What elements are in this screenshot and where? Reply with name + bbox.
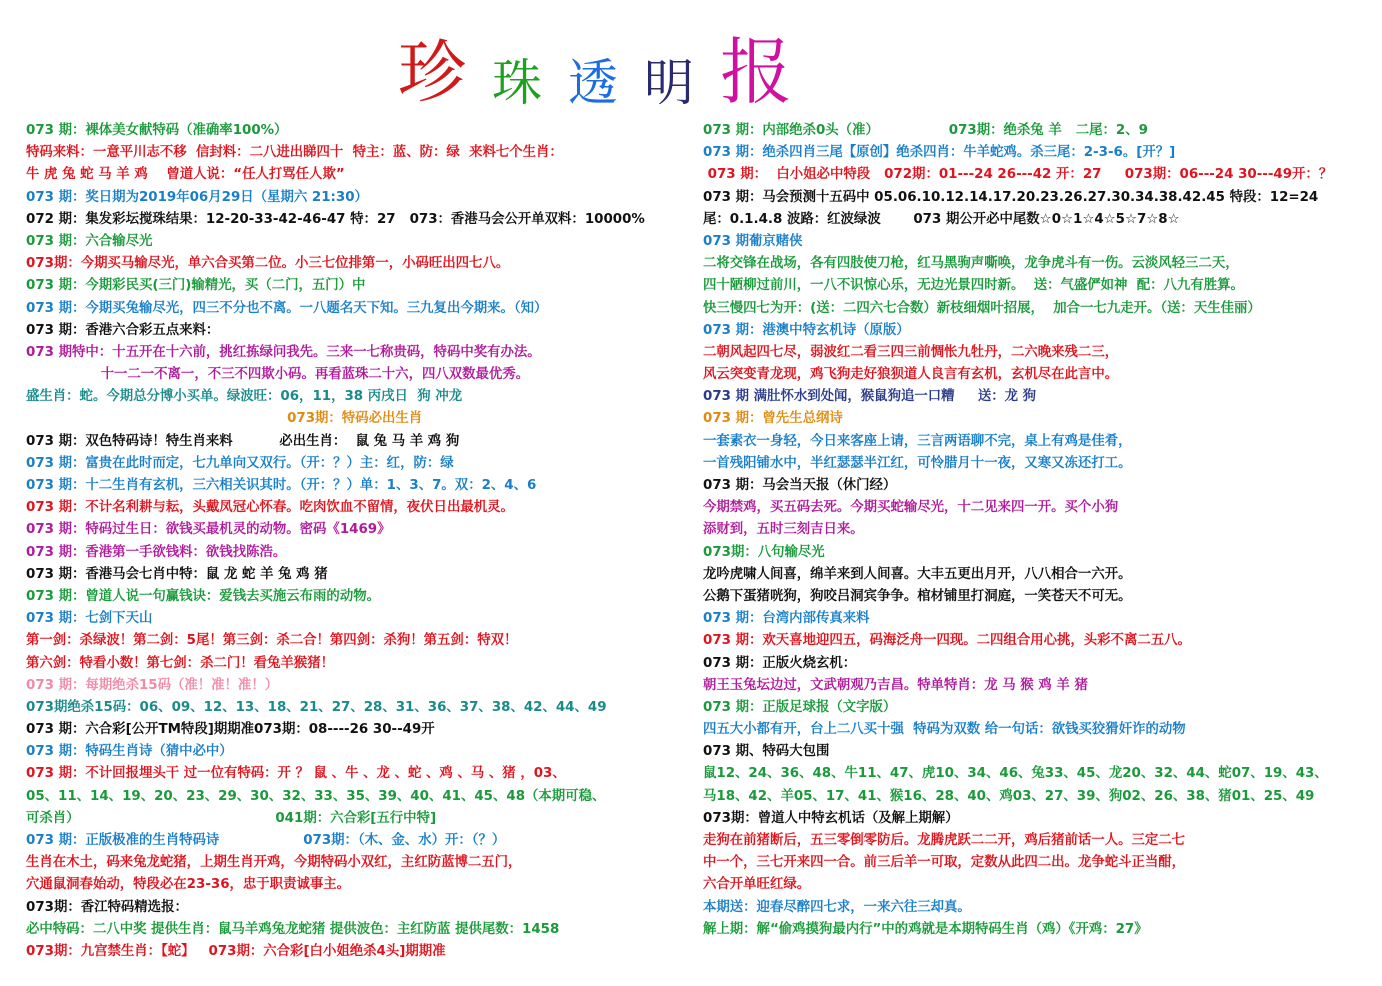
text-line: 073 期：香港马会七肖中特：鼠 龙 蛇 羊 兔 鸡 猪: [26, 566, 328, 582]
text-line: 四十陋柳过前川，一八不识惊心乐，无边光景四时新。 送：气盛俨如神 配：八九有胜算。: [703, 278, 1244, 294]
page-title: [398, 16, 793, 114]
text-line: 072 期：集发彩坛搅珠结果：12-20-33-42-46-47 特：27 073：香港马会公开单双料：10000%: [26, 211, 645, 227]
text-line: 生肖在木土，码来兔龙蛇猪，上期生肖开鸡，今期特码小双红，主红防蓝博二五门，: [26, 855, 522, 871]
text-line: 龙吟虎啸人间喜，绵羊来到人间喜。大丰五更出月开，八八相合一六开。: [703, 566, 1132, 582]
text-line: 073 期：香港六合彩五点来料：: [26, 322, 220, 338]
text-line: 073 期 满肚怀水到处闻，猴鼠狗追一口糟 送：龙 狗: [703, 389, 1037, 405]
text-line: 073 期：每期绝杀15码（准！准！准！）: [26, 677, 279, 693]
text-line: 073 期：六合输尽光: [26, 233, 153, 249]
text-line: 073期：曾道人中特玄机话（及解上期解）: [703, 810, 959, 826]
text-line: 073 期：绝杀四肖三尾【原创】绝杀四肖：牛羊蛇鸡。杀三尾：2-3-6。[开？]: [703, 145, 1176, 161]
text-line: 快三慢四七为开：(送：二四六七合数）新枝细烟叶招展， 加合一七九走开。（送：天生佳丽）: [703, 300, 1261, 316]
text-line: 073 期：不计回报埋头干 过一位有特码：开 ？ 鼠 、牛 、龙 、蛇 、鸡 、马 、猪 ，03、: [26, 766, 566, 782]
text-line: 二朝风起四七尽，弱波红二看三四三前惆怅九牡丹，二六晚来残二三，: [703, 344, 1119, 360]
text-line: 073期：九宫禁生肖：【蛇】 073期：六合彩[白小姐绝杀4头]期期准: [26, 943, 446, 959]
text-line: 073 期：港澳中特玄机诗（原版）: [703, 322, 910, 338]
title-char-5: 报: [720, 30, 793, 114]
text-line: 073 期葡京赌侠: [703, 233, 803, 249]
text-line: 二将交锋在战场，各有四肢使刀枪，红马黑驹声嘶唤，龙争虎斗有一伤。云淡风轻三二天，: [703, 256, 1239, 272]
text-line: 中一个，三七开来四一合。前三后羊一可取，定数从此四二出。龙争蛇斗正当酣，: [703, 855, 1186, 871]
text-line: 073 期：正版极准的生肖特码诗 073期：（木、金、水）开：（？）: [26, 833, 506, 848]
title-char-2: 珠: [492, 54, 543, 112]
text-line: 添财到，五时三刻吉日来。: [703, 522, 864, 538]
text-line: 第六剑：特看小数！第七剑：杀二门！看兔羊猴猪！: [26, 655, 334, 671]
text-line: 十一二一不离一，不三不四欺小码。再看蓝珠二十六，四八双数最优秀。: [26, 367, 530, 383]
text-line: 073 期：特码过生日：欲钱买最机灵的动物。密码《1469》: [26, 522, 391, 538]
text-line: 073 期：台湾内部传真来料: [703, 611, 870, 627]
text-line: 073 期：今期彩民买(三门)输精光，买（二门，五门）中: [26, 278, 366, 294]
text-line: 073 期：正版火烧玄机：: [703, 655, 857, 671]
left-column: [26, 120, 686, 963]
text-line: 073 期：欢天喜地迎四五，码海泛舟一四现。二四组合用心挑，头彩不离二五八。: [703, 633, 1191, 649]
text-line: 073 期：内部绝杀0头（准） 073期：绝杀兔 羊 二尾：2、9: [703, 123, 1148, 138]
text-line: 一首残阳铺水中，半红瑟瑟半江红，可怜腊月十一夜，又寒又冻还打工。: [703, 455, 1132, 471]
text-line: 第一剑：杀绿波！第二剑：5尾！第三剑：杀二合！第四剑：杀狗！第五剑：特双！: [26, 633, 518, 649]
text-line: 073期绝杀15码：06、09、12、13、18、21、27、28、31、36、37、38、42、44、49: [26, 699, 607, 715]
title-char-3: 透: [568, 54, 619, 112]
text-line: 本期送：迎春尽醉四七求，一来六往三却真。: [703, 899, 971, 915]
text-line: 马18、42、羊05、17、41、猴16、28、40、鸡03、27、39、狗02、26、38、猪01、25、49: [703, 788, 1315, 804]
text-line: 073 期：曾先生总纲诗: [703, 411, 843, 427]
text-line: 073 期：香港第一手欲钱料：欲钱找陈浩。: [26, 544, 287, 560]
text-line: 073 期：今期买兔输尽光，四三不分也不离。一八题名天下知。三九复出今期来。（知）: [26, 300, 548, 316]
text-line: 必中特码：二八中奖 提供生肖：鼠马羊鸡兔龙蛇猪 提供波色：主红防蓝 提供尾数：1458: [26, 921, 560, 937]
text-line: 特码来料：一意平川志不移 信封料：二八进出睇四十 特主：蓝、防：绿 来料七个生肖：: [26, 145, 563, 161]
text-line: 可杀肖） 041期：六合彩[五行中特]: [26, 810, 437, 826]
text-line: 073期：特码必出生肖: [26, 411, 423, 427]
text-line: 073期：今期买马输尽光，单六合买第二位。小三七位排第一，小码旺出四七八。: [26, 256, 510, 272]
text-line: 073 期： 白小姐必中特段 072期：01---24 26---42 开：27 073期：06---24 30---49开：？: [703, 167, 1333, 183]
text-line: 073 期：曾道人说一句赢钱诀：爱钱去买施云布雨的动物。: [26, 588, 380, 604]
text-line: 073 期：六合彩[公开TM特段]期期准073期：08----26 30--49开: [26, 722, 435, 738]
text-line: 四五大小都有开，台上二八买十强 特码为双数 给一句话：欲钱买狡猾奸诈的动物: [703, 722, 1186, 738]
text-line: 073期：八句输尽光: [703, 544, 825, 560]
text-line: 一套素衣一身轻，今日来客座上请，三言两语聊不完，桌上有鸡是佳肴，: [703, 433, 1132, 449]
text-line: 073 期：正版足球报（文字版）: [703, 699, 897, 715]
text-line: 穴通鼠洞春始动，特段必在23-36，忠于职责诚事主。: [26, 877, 351, 893]
text-line: 073 期：马会当天报（休门经）: [703, 478, 897, 493]
text-line: 公鹅下蛋猪咣狗，狗咬吕洞宾争争。棺材铺里打洞庭，一笑苍天不可无。: [703, 588, 1132, 604]
text-line: 朝王玉兔坛边过，文武朝观乃吉昌。特单特肖：龙 马 猴 鸡 羊 猪: [703, 677, 1088, 693]
text-line: 鼠12、24、36、48、牛11、47、虎10、34、46、兔33、45、龙20、32、44、蛇07、19、43、: [703, 766, 1328, 782]
text-line: 尾：0.1.4.8 波路：红波绿波 073 期公开必中尾数☆0☆1☆4☆5☆7☆8☆: [703, 211, 1180, 227]
text-line: 073 期、特码大包围: [703, 744, 830, 760]
text-line: 六合开单旺红绿。: [703, 877, 811, 893]
right-column: [703, 120, 1373, 941]
text-line: 073 期：富贵在此时而定，七九单向又双行。（开：？）主：红，防：绿: [26, 455, 454, 471]
text-line: 盛生肖：蛇。今期总分博小买单。绿波旺：06，11，38 丙戌日 狗 冲龙: [26, 389, 463, 405]
text-line: 风云突变青龙现，鸡飞狗走好狼狈道人良言有玄机，玄机尽在此言中。: [703, 367, 1119, 383]
title-char-4: 明: [644, 54, 695, 112]
text-line: 073 期：七剑下天山: [26, 611, 153, 627]
text-line: 073 期：马会预测十五码中 05.06.10.12.14.17.20.23.26.27.30.34.38.42.45 特段：12=24: [703, 189, 1319, 205]
text-line: 走狗在前猪断后，五三零倒零防后。龙腾虎跃二二开，鸡后猪前话一人。三定二七: [703, 833, 1186, 848]
title-char-1: 珍: [398, 34, 467, 113]
text-line: 073 期：裸体美女献特码（准确率100%）: [26, 123, 288, 138]
text-line: 073 期：奖日期为2019年06月29日（星期六 21:30）: [26, 189, 368, 205]
text-line: 解上期：解“偷鸡摸狗最内行”中的鸡就是本期特码生肖（鸡）《开鸡：27》: [703, 921, 1148, 937]
text-line: 073 期特中：十五开在十六前，挑红拣绿问我先。三来一七称贵码，特码中奖有办法。: [26, 344, 541, 360]
text-line: 今期禁鸡，买五码去死。今期买蛇输尽光，十二见来四一开。买个小狗: [703, 500, 1119, 516]
text-line: 牛 虎 兔 蛇 马 羊 鸡 曾道人说：“任人打骂任人欺”: [26, 167, 345, 183]
text-line: 05、11、14、19、20、23、29、30、32、33、35、39、40、41、45、48（本期可稳、: [26, 788, 606, 804]
text-line: 073 期：特码生肖诗（猜中必中）: [26, 744, 233, 760]
text-line: 073 期：双色特码诗！特生肖来料 必出生肖： 鼠 兔 马 羊 鸡 狗: [26, 433, 460, 449]
text-line: 073期：香江特码精选报：: [26, 899, 188, 915]
text-line: 073 期：不计名利耕与耘，头戴凤冠心怀春。吃肉饮血不留情，夜伏日出最机灵。: [26, 500, 514, 516]
text-line: 073 期：十二生肖有玄机，三六相关识其时。（开：？）单：1、3、7。双：2、4、6: [26, 478, 537, 493]
